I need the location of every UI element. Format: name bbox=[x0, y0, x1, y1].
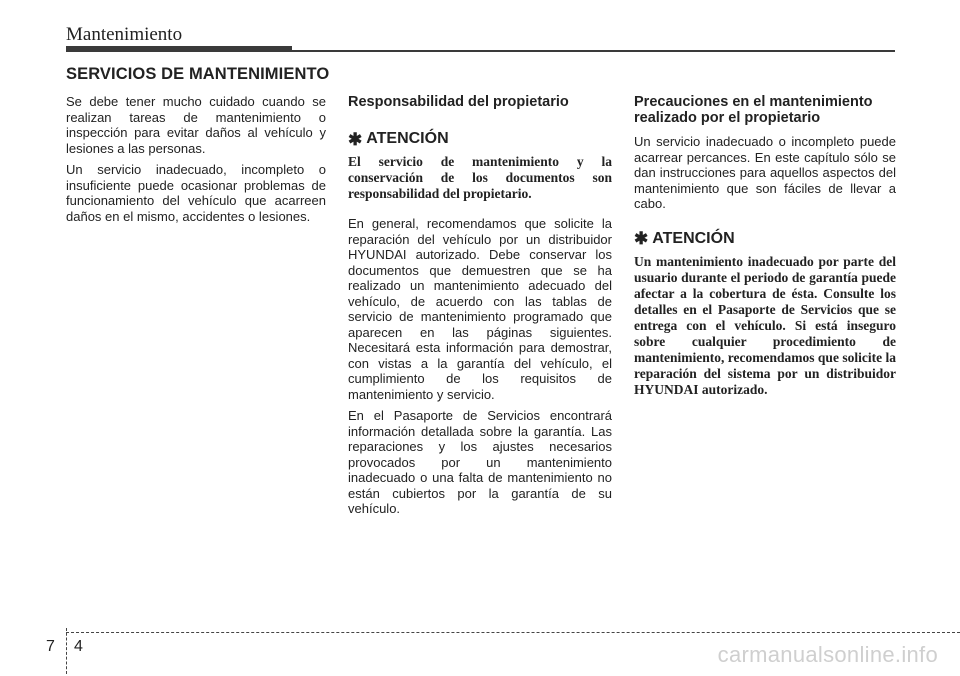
asterisk-warning-icon: ✱ bbox=[634, 229, 649, 248]
intro-paragraph-2: Un servicio inadecuado, incompleto o insuficiente puede ocasionar problemas de funcionamiento del vehículo que acarreen daños en el mismo, accidentes o lesiones. bbox=[66, 162, 326, 224]
intro-paragraph-1: Se debe tener mucho cuidado cuando se realizan tareas de mantenimiento o inspección para evitar daños al vehículo y lesiones a las personas. bbox=[66, 94, 326, 156]
page-number: 4 bbox=[74, 638, 83, 655]
warning-text-1: El servicio de mantenimiento y la conservación de los documentos son responsabilidad del propietario. bbox=[348, 154, 612, 201]
header-rule-thick bbox=[66, 46, 292, 52]
owner-paragraph-2: En el Pasaporte de Servicios encontrará información detallada sobre la garantía. Las reparaciones y los ajustes necesarios provocados por un mantenimiento inadecuado o una falta de mantenimiento no están cubiertos por la garantía de su vehículo. bbox=[348, 408, 612, 516]
footer-rule bbox=[66, 632, 960, 633]
precautions-paragraph: Un servicio inadecuado o incompleto puede acarrear percances. En este capítulo sólo se dan instrucciones para aquellos aspectos del mantenimiento que son fáciles de llevar a cabo. bbox=[634, 134, 896, 211]
section-title: SERVICIOS DE MANTENIMIENTO bbox=[66, 65, 330, 83]
warning-text-2: Un mantenimiento inadecuado por parte del usuario durante el periodo de garantía puede afectar a la cobertura de ésta. Consulte los detalles en el Pasaporte de Servicios que se entrega con el vehículo. Si está inseguro sobre cualquier procedimiento de mantenimiento, recomendamos que solicite la reparación del sistema por un distribuidor HYUNDAI autorizado. bbox=[634, 253, 896, 397]
warning-heading-label: ATENCIÓN bbox=[652, 229, 735, 247]
chapter-number: 7 bbox=[46, 638, 55, 655]
column-2 bbox=[348, 94, 612, 523]
column-1 bbox=[66, 94, 326, 230]
owner-paragraph-1: En general, recomendamos que solicite la reparación del vehículo por un distribuidor HYUNDAI autorizado. Debe conservar los documentos que demuestren que se ha realizado un mantenimiento adecuado del vehículo, de acuerdo con las tablas de servicio de mantenimiento programado que aparecen en las páginas siguientes. Necesitará esta información para demostrar, con vistas a la garantía del vehículo, el cumplimiento de los requisitos de mantenimiento y servicio. bbox=[348, 216, 612, 402]
header-rule-thin bbox=[292, 50, 895, 52]
watermark: carmanualsonline.info bbox=[717, 642, 938, 667]
warning-heading-1 bbox=[348, 130, 612, 148]
owner-precautions-heading: Precauciones en el mantenimiento realizado por el propietario bbox=[634, 94, 873, 126]
page-header-title: Mantenimiento bbox=[66, 24, 183, 45]
owner-responsibility-heading: Responsabilidad del propietario bbox=[348, 94, 569, 110]
asterisk-warning-icon: ✱ bbox=[348, 129, 363, 149]
warning-heading-label: ATENCIÓN bbox=[366, 130, 449, 147]
footer-divider bbox=[66, 628, 67, 674]
warning-heading-2 bbox=[634, 230, 896, 248]
column-3 bbox=[634, 94, 896, 398]
